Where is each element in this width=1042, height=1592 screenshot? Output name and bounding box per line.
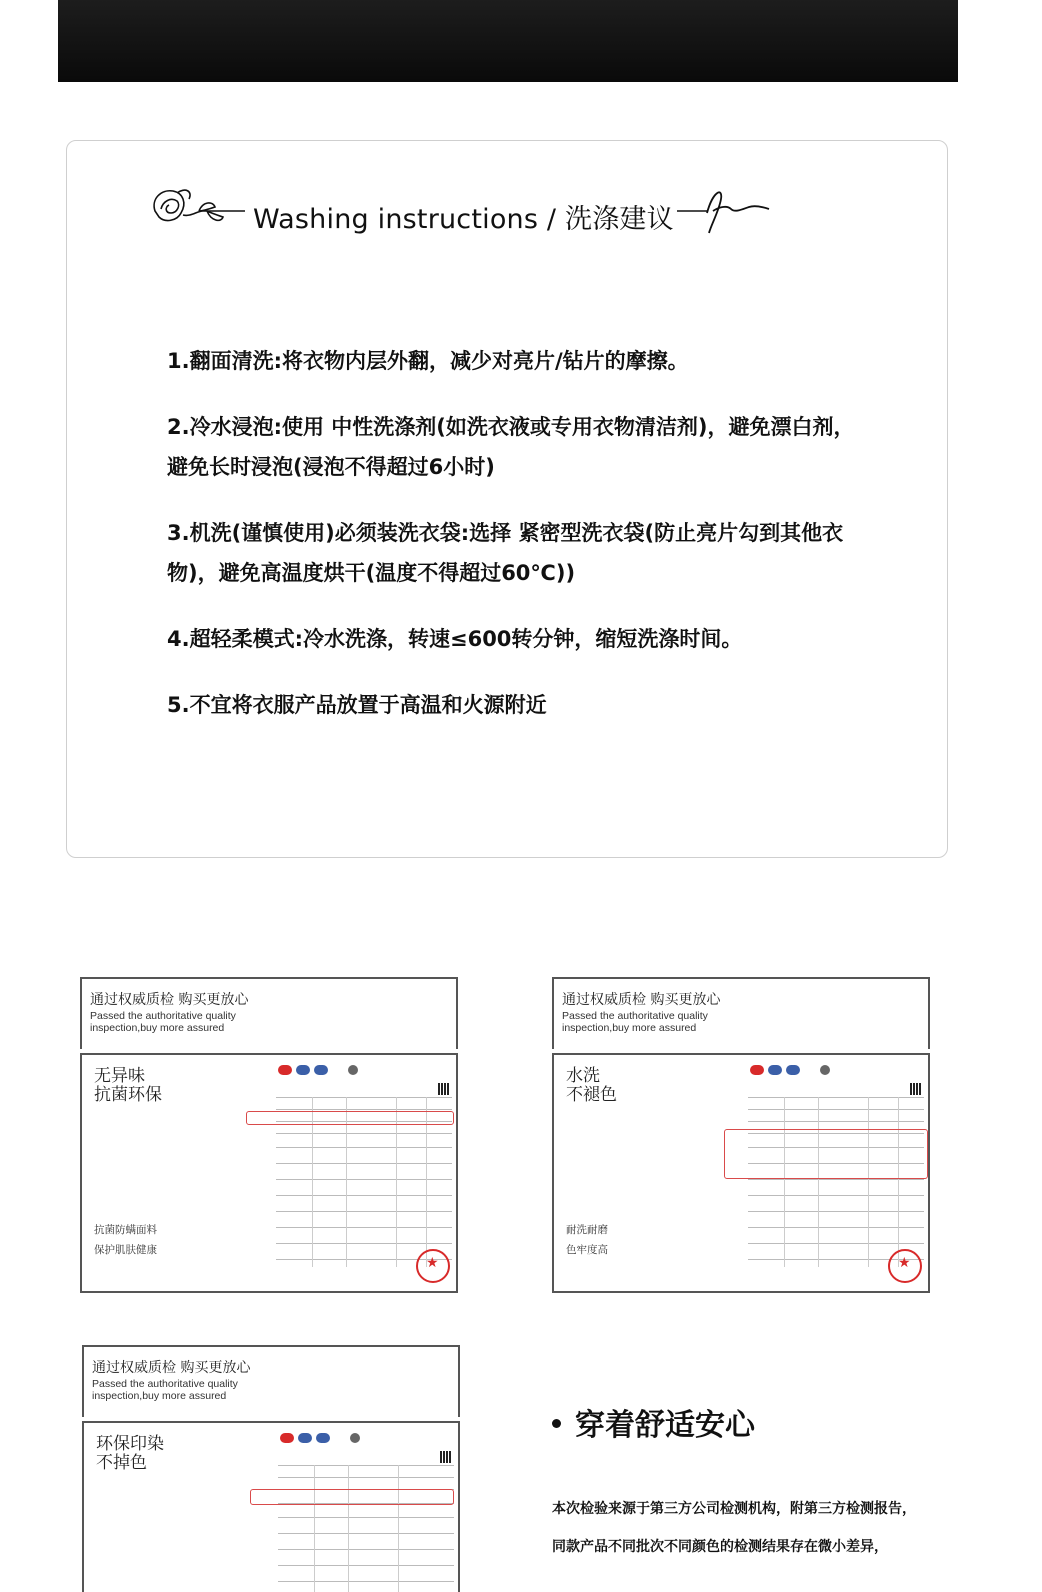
report-highlight <box>246 1111 454 1125</box>
wash-item-2: 2.冷水浸泡:使用 中性洗涤剂(如洗衣液或专用衣物清洁剂)，避免漂白剂，避免长时浸泡(浸泡不得超过6小时) <box>167 415 855 479</box>
certificate-card-2 <box>552 977 930 1293</box>
report-logos <box>280 1431 450 1447</box>
certificate-header-cn: 通过权威质检 购买更放心 <box>562 992 721 1008</box>
comfort-title <box>552 1400 755 1444</box>
report-logos <box>750 1063 920 1079</box>
wash-item-1: 1.翻面清洗:将衣物内层外翻，减少对亮片/钻片的摩擦。 <box>167 349 689 373</box>
washing-list <box>167 341 867 751</box>
report-highlight <box>724 1129 928 1179</box>
certificate-header <box>82 1345 460 1417</box>
test-report-image <box>746 1061 928 1289</box>
certificate-header-cn: 通过权威质检 购买更放心 <box>92 1360 251 1376</box>
certificate-header-en: Passed the authoritative quality inspection,buy more assured <box>562 1010 708 1034</box>
certificate-title: 环保印染 不掉色 <box>96 1434 164 1473</box>
certificate-foot-1: 抗菌防螨面料 <box>94 1224 157 1236</box>
certificate-header-en: Passed the authoritative quality inspection,buy more assured <box>92 1378 238 1402</box>
certificate-header <box>80 977 458 1049</box>
wash-item-4: 4.超轻柔模式:冷水洗涤，转速≤600转分钟，缩短洗涤时间。 <box>167 627 743 651</box>
wash-item-5: 5.不宜将衣服产品放置于高温和火源附近 <box>167 693 547 717</box>
top-banner-image <box>58 0 958 82</box>
certificate-body <box>82 1421 460 1592</box>
comfort-paragraph-2: 同款产品不同批次不同颜色的检测结果存在微小差异， <box>552 1539 888 1555</box>
report-highlight <box>250 1489 454 1505</box>
certificate-body <box>80 1053 458 1293</box>
washing-instructions-card <box>66 140 948 858</box>
washing-header <box>147 181 787 245</box>
test-report-image <box>274 1061 456 1289</box>
test-report-image <box>276 1429 458 1592</box>
comfort-title-text: 穿着舒适安心 <box>575 1408 755 1443</box>
certificate-title: 无异味 抗菌环保 <box>94 1066 162 1105</box>
comfort-paragraph-1: 本次检验来源于第三方公司检测机构，附第三方检测报告， <box>552 1501 916 1517</box>
certificate-card-3 <box>82 1345 460 1592</box>
wash-item-3: 3.机洗(谨慎使用)必须装洗衣袋:选择 紧密型洗衣袋(防止亮片勾到其他衣物)，避免高温度烘干(温度不得超过60℃)) <box>167 521 844 585</box>
washing-title: Washing instructions / 洗涤建议 <box>253 204 674 235</box>
certificate-foot-2: 保护肌肤健康 <box>94 1244 157 1256</box>
inspection-stamp-icon <box>888 1249 922 1283</box>
report-logos <box>278 1063 448 1079</box>
certificate-body <box>552 1053 930 1293</box>
report-table <box>278 1451 454 1592</box>
certificate-header-en: Passed the authoritative quality inspection,buy more assured <box>90 1010 236 1034</box>
certificate-title: 水洗 不褪色 <box>566 1066 617 1105</box>
certificate-card-1 <box>80 977 458 1293</box>
certificate-foot-2: 色牢度高 <box>566 1244 608 1256</box>
certificate-header <box>552 977 930 1049</box>
certificate-foot-1: 耐洗耐磨 <box>566 1224 608 1236</box>
inspection-stamp-icon <box>416 1249 450 1283</box>
bullet-icon <box>552 1419 561 1428</box>
certificate-header-cn: 通过权威质检 购买更放心 <box>90 992 249 1008</box>
